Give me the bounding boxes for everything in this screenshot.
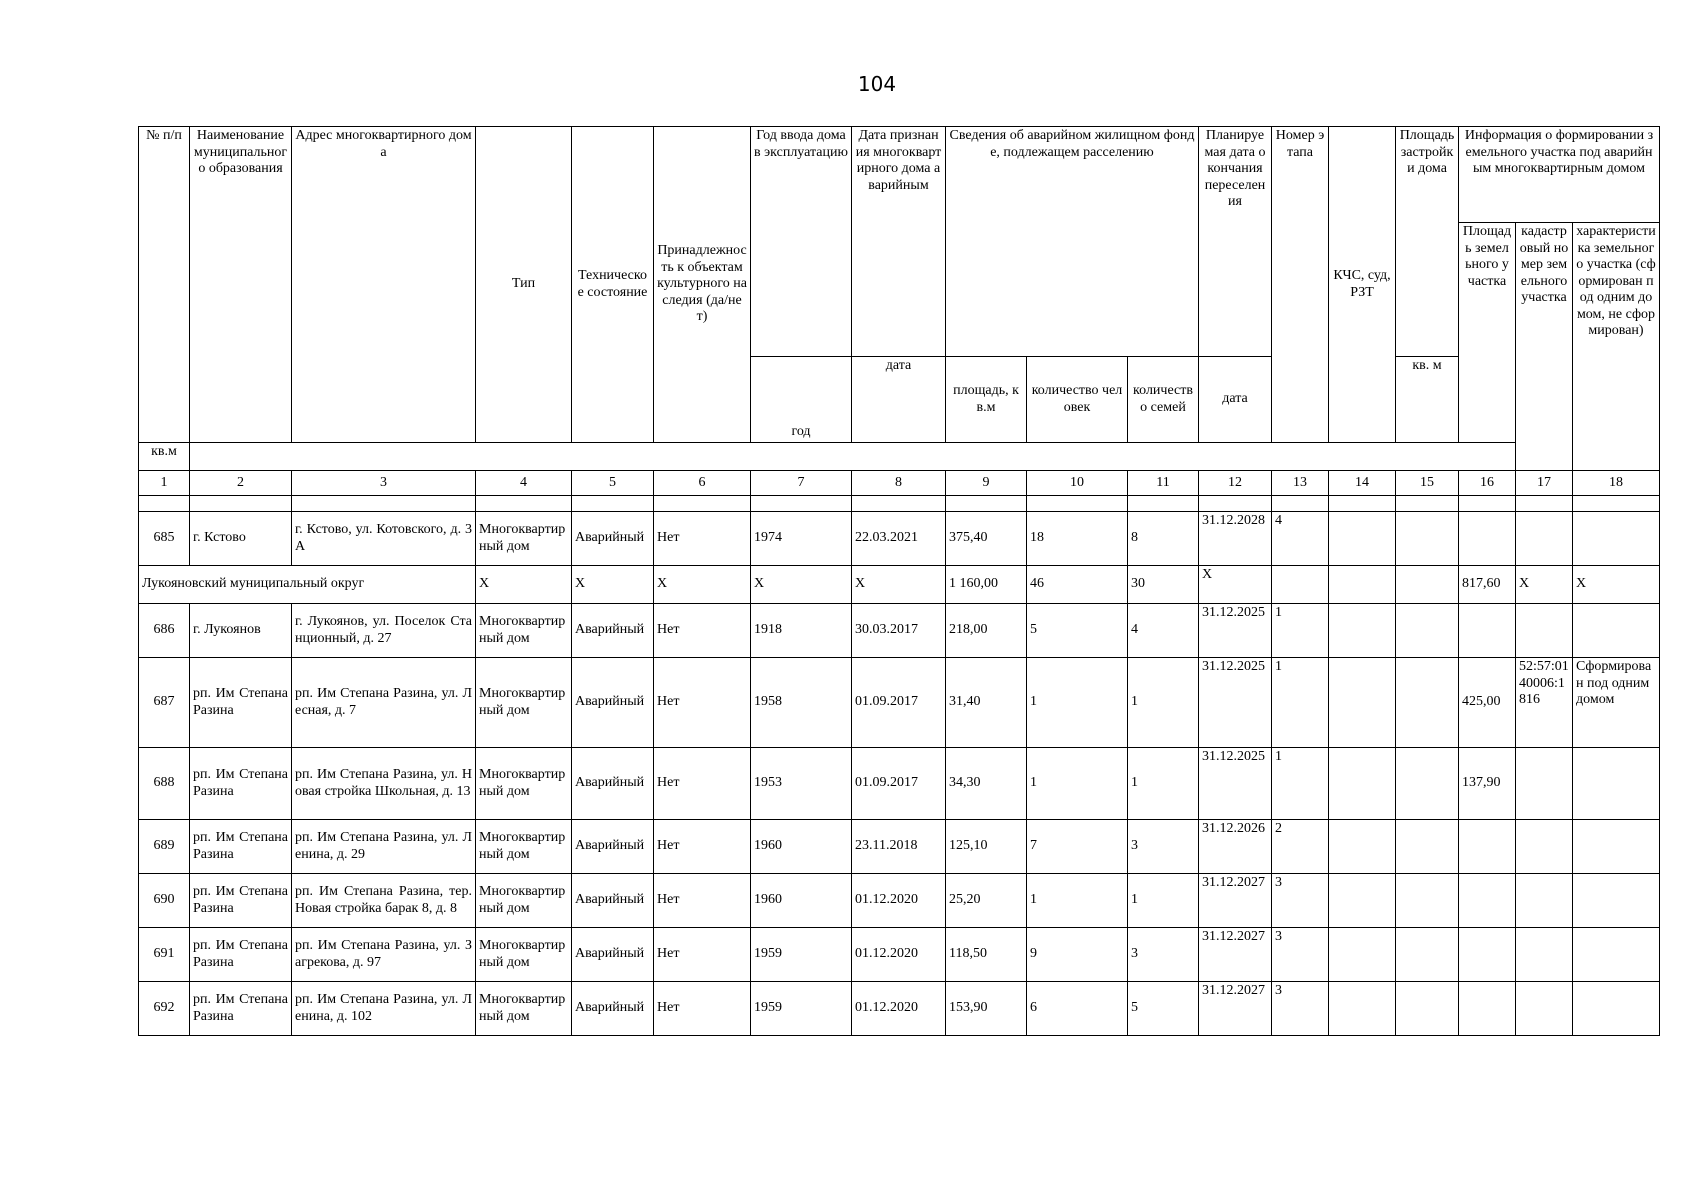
spacer-cell (1128, 496, 1199, 512)
cell-land-char (1573, 512, 1660, 566)
cell-build-area (1396, 512, 1459, 566)
cell-municipality: рп. Им Степана Разина (190, 748, 292, 820)
cell-date-recognition: 01.09.2017 (852, 748, 946, 820)
cell-number: 685 (139, 512, 190, 566)
header-col-13: Номер этапа (1272, 127, 1329, 443)
cell-families: 30 (1128, 566, 1199, 604)
cell-people: 1 (1027, 748, 1128, 820)
spacer-cell (292, 496, 476, 512)
cell-cadastral: X (1516, 566, 1573, 604)
cell-kchs (1329, 658, 1396, 748)
cell-area: 118,50 (946, 928, 1027, 982)
cell-kchs (1329, 982, 1396, 1036)
column-number: 13 (1272, 471, 1329, 496)
cell-cadastral: 52:57:0140006:1816 (1516, 658, 1573, 748)
cell-state: Аварийный (572, 820, 654, 874)
header-col-10: количество человек (1027, 357, 1128, 443)
header-col-3: Адрес многоквартирного дома (292, 127, 476, 443)
cell-families: 8 (1128, 512, 1199, 566)
table-row (139, 658, 1660, 748)
cell-land-char (1573, 604, 1660, 658)
column-number: 9 (946, 471, 1027, 496)
header-group-16-18: Информация о формировании земельного участка под аварийным многоквартирным домом (1459, 127, 1660, 223)
cell-land-char (1573, 748, 1660, 820)
cell-state: Аварийный (572, 982, 654, 1036)
cell-date-recognition: 30.03.2017 (852, 604, 946, 658)
cell-state: Аварийный (572, 512, 654, 566)
spacer-cell (1459, 496, 1516, 512)
cell-build-area (1396, 820, 1459, 874)
cell-number: 691 (139, 928, 190, 982)
cell-stage: 2 (1272, 820, 1329, 874)
page-number: 104 (857, 72, 897, 96)
cell-land-area (1459, 512, 1516, 566)
column-number: 16 (1459, 471, 1516, 496)
cell-land-area (1459, 874, 1516, 928)
cell-state: Аварийный (572, 604, 654, 658)
cell-state: Аварийный (572, 874, 654, 928)
cell-municipality: рп. Им Степана Разина (190, 982, 292, 1036)
cell-municipality: рп. Им Степана Разина (190, 928, 292, 982)
spacer-cell (946, 496, 1027, 512)
cell-address: рп. Им Степана Разина, ул. Новая стройка Школьная, д. 13 (292, 748, 476, 820)
column-number: 14 (1329, 471, 1396, 496)
cell-year: 1959 (751, 928, 852, 982)
cell-date-end: 31.12.2025 (1199, 658, 1272, 748)
header-row-4 (139, 443, 1660, 471)
cell-area: 375,40 (946, 512, 1027, 566)
cell-stage: 4 (1272, 512, 1329, 566)
cell-heritage: Нет (654, 874, 751, 928)
cell-heritage: Нет (654, 604, 751, 658)
cell-municipality: рп. Им Степана Разина (190, 874, 292, 928)
cell-families: 1 (1128, 658, 1199, 748)
cell-land-area: 137,90 (1459, 748, 1516, 820)
spacer-cell (1573, 496, 1660, 512)
cell-kchs (1329, 748, 1396, 820)
cell-state: Аварийный (572, 928, 654, 982)
spacer-cell (751, 496, 852, 512)
column-number: 7 (751, 471, 852, 496)
header-group-9-11: Сведения об аварийном жилищном фонде, подлежащем расселению (946, 127, 1199, 357)
cell-land-area: 817,60 (1459, 566, 1516, 604)
emergency-housing-table (138, 126, 1660, 1036)
cell-date-end: 31.12.2025 (1199, 604, 1272, 658)
cell-build-area (1396, 874, 1459, 928)
header-col-12-unit: дата (1199, 357, 1272, 443)
cell-people: 18 (1027, 512, 1128, 566)
header-col-15-unit: кв. м (1396, 357, 1459, 443)
subtotal-name: Лукояновский муниципальный округ (139, 566, 476, 604)
table-row (139, 604, 1660, 658)
spacer-row (139, 496, 1660, 512)
cell-year: 1953 (751, 748, 852, 820)
cell-people: 1 (1027, 874, 1128, 928)
column-number: 12 (1199, 471, 1272, 496)
spacer-cell (1272, 496, 1329, 512)
cell-area: 153,90 (946, 982, 1027, 1036)
cell-date-recognition: 01.12.2020 (852, 982, 946, 1036)
cell-heritage: Нет (654, 512, 751, 566)
cell-area: 1 160,00 (946, 566, 1027, 604)
cell-address: г. Лукоянов, ул. Поселок Станционный, д. 27 (292, 604, 476, 658)
cell-date-recognition: 01.12.2020 (852, 874, 946, 928)
table-row (139, 982, 1660, 1036)
cell-kchs (1329, 512, 1396, 566)
cell-type: Многоквартирный дом (476, 820, 572, 874)
column-number: 15 (1396, 471, 1459, 496)
cell-date-end: X (1199, 566, 1272, 604)
cell-build-area (1396, 566, 1459, 604)
cell-type: Многоквартирный дом (476, 512, 572, 566)
header-col-7: Год ввода дома в эксплуатацию (751, 127, 852, 357)
cell-type: Многоквартирный дом (476, 748, 572, 820)
cell-heritage: Нет (654, 820, 751, 874)
cell-area: 218,00 (946, 604, 1027, 658)
cell-kchs (1329, 874, 1396, 928)
cell-heritage: X (654, 566, 751, 604)
cell-year: 1960 (751, 874, 852, 928)
cell-land-area (1459, 820, 1516, 874)
cell-address: рп. Им Степана Разина, тер. Новая стройка барак 8, д. 8 (292, 874, 476, 928)
cell-year: X (751, 566, 852, 604)
cell-people: 6 (1027, 982, 1128, 1036)
cell-address: г. Кстово, ул. Котовского, д. 3 А (292, 512, 476, 566)
cell-state: Аварийный (572, 748, 654, 820)
cell-type: Многоквартирный дом (476, 982, 572, 1036)
spacer-cell (1396, 496, 1459, 512)
cell-date-end: 31.12.2025 (1199, 748, 1272, 820)
column-number: 17 (1516, 471, 1573, 496)
cell-build-area (1396, 658, 1459, 748)
cell-area: 34,30 (946, 748, 1027, 820)
column-number: 4 (476, 471, 572, 496)
header-col-2: Наименование муниципального образования (190, 127, 292, 443)
cell-stage: 1 (1272, 658, 1329, 748)
cell-families: 5 (1128, 982, 1199, 1036)
cell-heritage: Нет (654, 982, 751, 1036)
cell-state: X (572, 566, 654, 604)
cell-heritage: Нет (654, 928, 751, 982)
spacer-cell (476, 496, 572, 512)
cell-land-area (1459, 982, 1516, 1036)
cell-land-char: X (1573, 566, 1660, 604)
column-number: 18 (1573, 471, 1660, 496)
cell-cadastral (1516, 874, 1573, 928)
cell-build-area (1396, 748, 1459, 820)
cell-stage: 3 (1272, 982, 1329, 1036)
header-col-16-unit: кв.м (139, 443, 190, 471)
column-number: 1 (139, 471, 190, 496)
cell-stage: 1 (1272, 604, 1329, 658)
cell-number: 692 (139, 982, 190, 1036)
cell-area: 125,10 (946, 820, 1027, 874)
cell-build-area (1396, 982, 1459, 1036)
cell-date-end: 31.12.2028 (1199, 512, 1272, 566)
cell-land-char (1573, 820, 1660, 874)
spacer-cell (1199, 496, 1272, 512)
cell-municipality: г. Кстово (190, 512, 292, 566)
cell-heritage: Нет (654, 748, 751, 820)
cell-date-recognition: 01.12.2020 (852, 928, 946, 982)
cell-kchs (1329, 820, 1396, 874)
cell-cadastral (1516, 512, 1573, 566)
cell-people: 46 (1027, 566, 1128, 604)
cell-municipality: рп. Им Степана Разина (190, 658, 292, 748)
cell-type: X (476, 566, 572, 604)
cell-build-area (1396, 604, 1459, 658)
header-col-7-unit: год (751, 357, 852, 443)
cell-type: Многоквартирный дом (476, 874, 572, 928)
cell-families: 3 (1128, 928, 1199, 982)
header-col-12: Планируемая дата окончания переселения (1199, 127, 1272, 357)
cell-people: 9 (1027, 928, 1128, 982)
cell-year: 1918 (751, 604, 852, 658)
header-col-16: Площадь земельного участка (1459, 223, 1516, 443)
cell-number: 686 (139, 604, 190, 658)
cell-area: 25,20 (946, 874, 1027, 928)
header-col-18: характеристика земельного участка (сформирован под одним домом, не сформирован) (1573, 223, 1660, 471)
cell-date-recognition: 01.09.2017 (852, 658, 946, 748)
cell-kchs (1329, 604, 1396, 658)
table-row (139, 874, 1660, 928)
cell-land-area: 425,00 (1459, 658, 1516, 748)
header-col-8-unit: дата (852, 357, 946, 443)
cell-date-end: 31.12.2026 (1199, 820, 1272, 874)
cell-families: 1 (1128, 748, 1199, 820)
cell-date-end: 31.12.2027 (1199, 874, 1272, 928)
spacer-cell (190, 496, 292, 512)
header-col-5: Техническое состояние (572, 127, 654, 443)
header-col-14: КЧС, суд, РЗТ (1329, 127, 1396, 443)
cell-state: Аварийный (572, 658, 654, 748)
cell-number: 687 (139, 658, 190, 748)
cell-land-area (1459, 604, 1516, 658)
table-row (139, 928, 1660, 982)
cell-cadastral (1516, 982, 1573, 1036)
cell-cadastral (1516, 604, 1573, 658)
cell-people: 7 (1027, 820, 1128, 874)
cell-date-recognition: 23.11.2018 (852, 820, 946, 874)
cell-municipality: г. Лукоянов (190, 604, 292, 658)
cell-stage (1272, 566, 1329, 604)
cell-date-recognition: 22.03.2021 (852, 512, 946, 566)
table-row (139, 748, 1660, 820)
cell-year: 1974 (751, 512, 852, 566)
cell-year: 1958 (751, 658, 852, 748)
spacer-cell (1516, 496, 1573, 512)
table-row (139, 512, 1660, 566)
header-col-6: Принадлежность к объектам культурного наследия (да/нет) (654, 127, 751, 443)
cell-land-char (1573, 874, 1660, 928)
cell-area: 31,40 (946, 658, 1027, 748)
spacer-cell (1027, 496, 1128, 512)
column-number: 5 (572, 471, 654, 496)
header-col-17: кадастровый номер земельного участка (1516, 223, 1573, 471)
spacer-cell (139, 496, 190, 512)
cell-stage: 3 (1272, 928, 1329, 982)
cell-people: 1 (1027, 658, 1128, 748)
cell-address: рп. Им Степана Разина, ул. Лесная, д. 7 (292, 658, 476, 748)
cell-type: Многоквартирный дом (476, 928, 572, 982)
cell-address: рп. Им Степана Разина, ул. Ленина, д. 29 (292, 820, 476, 874)
cell-families: 3 (1128, 820, 1199, 874)
cell-build-area (1396, 928, 1459, 982)
cell-type: Многоквартирный дом (476, 604, 572, 658)
cell-year: 1960 (751, 820, 852, 874)
cell-cadastral (1516, 820, 1573, 874)
column-number: 10 (1027, 471, 1128, 496)
column-number-row (139, 471, 1660, 496)
spacer-cell (654, 496, 751, 512)
cell-stage: 1 (1272, 748, 1329, 820)
column-number: 8 (852, 471, 946, 496)
cell-families: 1 (1128, 874, 1199, 928)
cell-cadastral (1516, 928, 1573, 982)
table-row (139, 820, 1660, 874)
cell-stage: 3 (1272, 874, 1329, 928)
cell-land-char (1573, 982, 1660, 1036)
cell-land-char (1573, 928, 1660, 982)
cell-kchs (1329, 928, 1396, 982)
column-number: 11 (1128, 471, 1199, 496)
header-col-9: площадь, кв.м (946, 357, 1027, 443)
header-col-1: № п/п (139, 127, 190, 443)
cell-people: 5 (1027, 604, 1128, 658)
cell-heritage: Нет (654, 658, 751, 748)
header-row-1 (139, 127, 1660, 223)
spacer-cell (852, 496, 946, 512)
cell-year: 1959 (751, 982, 852, 1036)
cell-date-recognition: X (852, 566, 946, 604)
header-col-8: Дата признания многоквартирного дома аварийным (852, 127, 946, 357)
header-col-4: Тип (476, 127, 572, 443)
cell-number: 688 (139, 748, 190, 820)
cell-date-end: 31.12.2027 (1199, 982, 1272, 1036)
column-number: 3 (292, 471, 476, 496)
cell-land-area (1459, 928, 1516, 982)
cell-address: рп. Им Степана Разина, ул. Загрекова, д. 97 (292, 928, 476, 982)
cell-land-char: Сформирован под одним домом (1573, 658, 1660, 748)
cell-kchs (1329, 566, 1396, 604)
cell-municipality: рп. Им Степана Разина (190, 820, 292, 874)
subtotal-row (139, 566, 1660, 604)
column-number: 2 (190, 471, 292, 496)
column-number: 6 (654, 471, 751, 496)
spacer-cell (572, 496, 654, 512)
cell-number: 689 (139, 820, 190, 874)
header-col-15: Площадь застройки дома (1396, 127, 1459, 357)
cell-type: Многоквартирный дом (476, 658, 572, 748)
cell-date-end: 31.12.2027 (1199, 928, 1272, 982)
cell-address: рп. Им Степана Разина, ул. Ленина, д. 102 (292, 982, 476, 1036)
cell-families: 4 (1128, 604, 1199, 658)
header-col-11: количество семей (1128, 357, 1199, 443)
cell-number: 690 (139, 874, 190, 928)
spacer-cell (1329, 496, 1396, 512)
cell-cadastral (1516, 748, 1573, 820)
